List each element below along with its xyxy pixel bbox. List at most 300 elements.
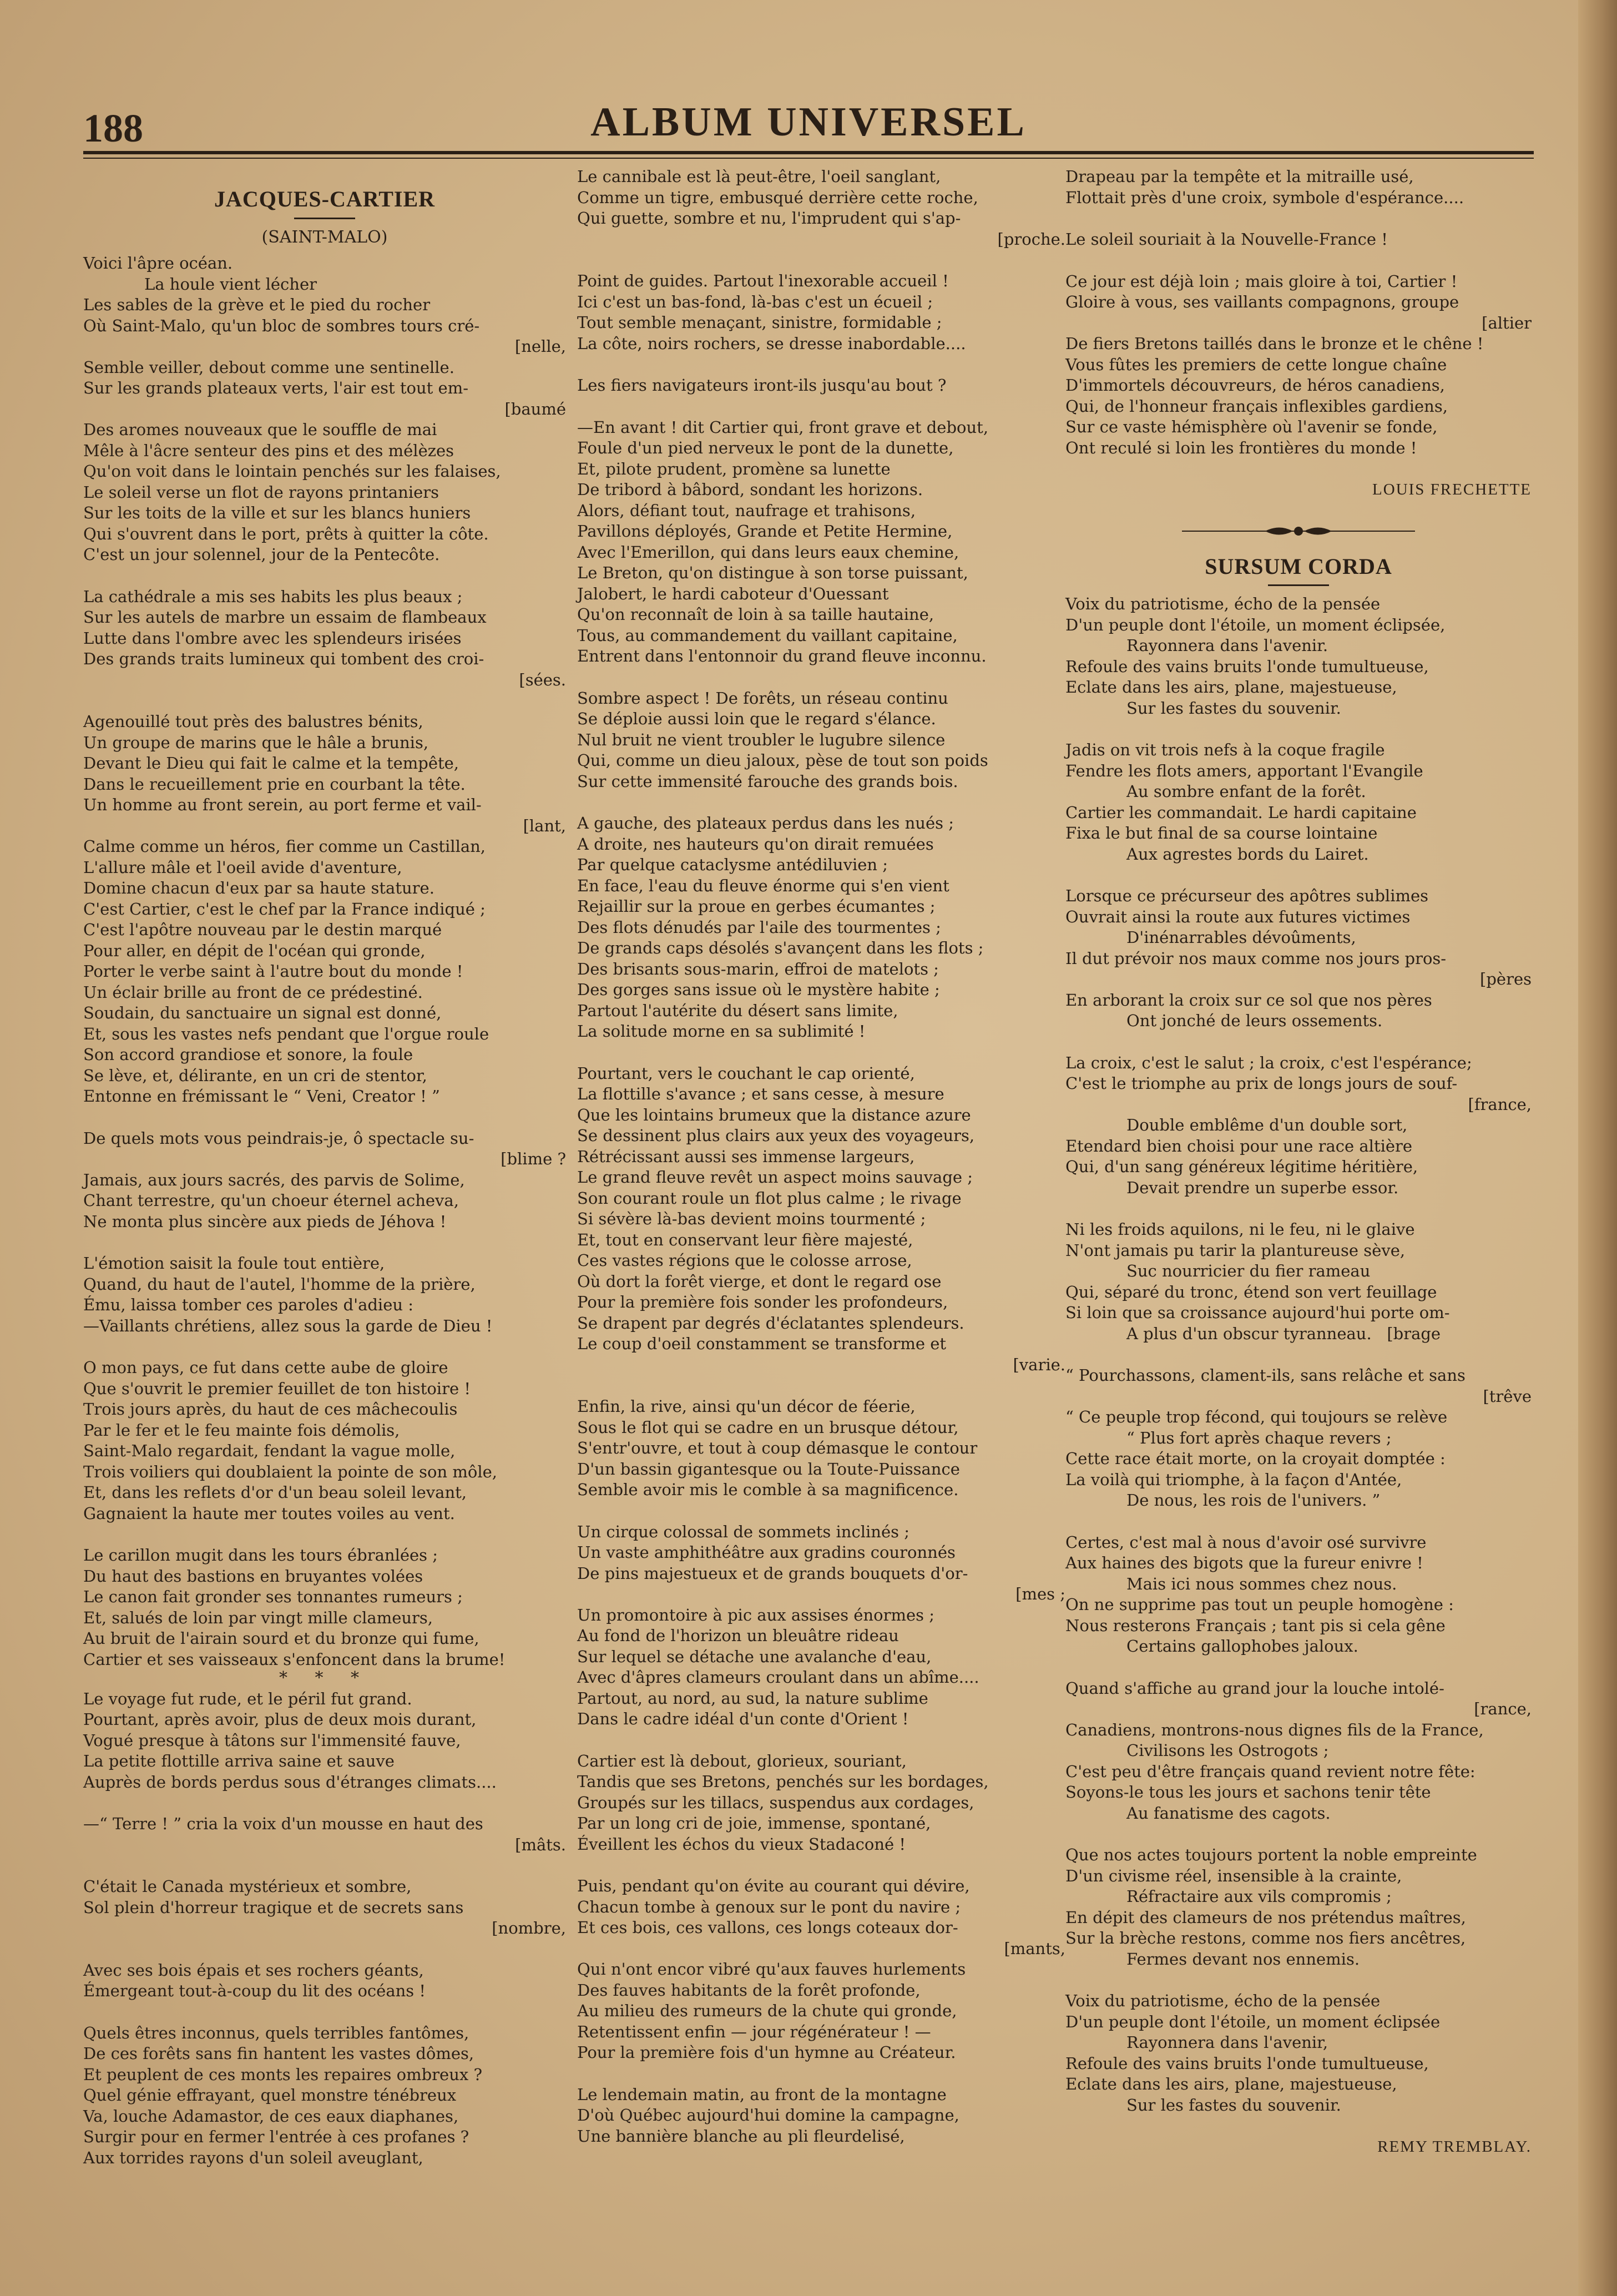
verse-line: Vogué presque à tâtons sur l'immensité fauve, [83, 1730, 461, 1750]
verse-line: Eclate dans les airs, plane, majestueuse, [1065, 2075, 1397, 2093]
verse-line: Surgir pour en fermer l'entrée à ces profanes ? [83, 2127, 469, 2146]
verse-line: Sur les fastes du souvenir. [1126, 698, 1341, 718]
stanza [83, 1545, 566, 1670]
verse-line: Agenouillé tout près des balustres bénits, [83, 712, 423, 731]
verse-line: Des aromes nouveaux que le souffle de mai [83, 420, 437, 439]
verse-line: Et, sous les vastes nefs pendant que l'orgue roule [83, 1024, 489, 1043]
column-1 [83, 166, 566, 2189]
verse-line: Et, dans les reflets d'or d'un beau soleil levant, [83, 1483, 467, 1502]
verse-line: Un cirque colossal de sommets inclinés ; [577, 1522, 909, 1541]
verse-line: Point de guides. Partout l'inexorable accueil ! [577, 271, 949, 290]
verse-line: “ Ce peuple trop fécond, qui toujours se relève [1065, 1407, 1448, 1426]
stanza [577, 1396, 1065, 1501]
verse-line: Quels êtres inconnus, quels terribles fantômes, [83, 2023, 469, 2042]
verse-line: Pourtant, après avoir, plus de deux mois durant, [83, 1710, 477, 1729]
verse-line: —“ Terre ! ” cria la voix d'un mousse en haut des [83, 1814, 483, 1833]
verse-line: Alors, défiant tout, naufrage et trahisons, [577, 501, 916, 520]
poem-stanzas [1065, 166, 1532, 458]
verse-line: D'un bassin gigantesque ou la Toute-Puissance [577, 1459, 960, 1478]
stanza [83, 1960, 566, 2002]
verse-line: O mon pays, ce fut dans cette aube de gloire [83, 1358, 448, 1377]
stanza [577, 813, 1065, 1042]
verse-line: Sur la brèche restons, comme nos fiers ancêtres, [1065, 1929, 1466, 1947]
stanza [1065, 1991, 1532, 2116]
verse-line: Les sables de la grève et le pied du rocher [83, 295, 431, 314]
verse-line: Au fanatisme des cagots. [1126, 1803, 1331, 1823]
verse-line: Les fiers navigateurs iront-ils jusqu'au bout ? [577, 376, 947, 395]
verse-line: “ Plus fort après chaque revers ; [1126, 1428, 1392, 1447]
verse-line: Nous resterons Français ; tant pis si cela gêne [1065, 1616, 1446, 1635]
verse-line: Mêle à l'âcre senteur des pins et des mélèzes [83, 441, 454, 460]
verse-line: C'est Cartier, c'est le chef par la France indiqué ; [83, 899, 486, 919]
verse-line: La croix, c'est le salut ; la croix, c'est l'espérance; [1065, 1053, 1472, 1072]
verse-line: Que les lointains brumeux que la distance azure [577, 1105, 971, 1124]
verse-line: Sur les grands plateaux verts, l'air est tout em- [83, 379, 469, 397]
verse-line: Pour la première fois sonder les profondeurs, [577, 1293, 948, 1311]
verse-line: Foule d'un pied nerveux le pont de la dunette, [577, 438, 954, 457]
verse-line: Il dut prévoir nos maux comme nos jours pros- [1065, 948, 1447, 968]
verse-line: D'un civisme réel, insensible à la crainte, [1065, 1866, 1402, 1885]
verse-line: Groupés sur les tillacs, suspendus aux cordages, [577, 1793, 974, 1812]
verse-line: Ces vastes régions que le colosse arrose, [577, 1251, 912, 1270]
verse-line: Un vaste amphithéâtre aux gradins couronnés [577, 1543, 956, 1562]
verse-line: Sur les autels de marbre un essaim de flambeaux [83, 608, 487, 627]
verse-line: Au sombre enfant de la forêt. [1126, 782, 1366, 801]
verse-line: Refoule des vains bruits l'onde tumultueuse, [1065, 657, 1429, 676]
verse-line: [baumé [504, 399, 566, 418]
verse-line: Et, tout en conservant leur fière majesté, [577, 1230, 913, 1249]
verse-line: Etendard bien choisi pour une race altière [1065, 1136, 1413, 1155]
verse-line: Si loin que sa croissance aujourd'hui porte om- [1065, 1303, 1450, 1322]
verse-line: Certains gallophobes jaloux. [1126, 1637, 1358, 1656]
poem-stanzas [1065, 594, 1532, 2116]
verse-line: Gloire à vous, ses vaillants compagnons, groupe [1065, 292, 1459, 311]
verse-line: Aux agrestes bords du Lairet. [1126, 844, 1369, 864]
verse-line: Domine chacun d'eux par sa haute stature. [83, 879, 434, 897]
verse-line: S'entr'ouvre, et tout à coup démasque le contour [577, 1439, 978, 1457]
stanza [1065, 166, 1532, 208]
stanza [577, 417, 1065, 667]
verse-line: D'où Québec aujourd'hui domine la campagne, [577, 2106, 959, 2125]
verse-line: Retentissent enfin — jour régénérateur ! — [577, 2022, 931, 2041]
verse-line: Double emblême d'un double sort, [1126, 1116, 1408, 1134]
verse-line: Devant le Dieu qui fait le calme et la tempête, [83, 754, 459, 773]
verse-line: Le Breton, qu'on distingue à son torse puissant, [577, 563, 968, 582]
verse-line: Puis, pendant qu'on évite au courant qui dévire, [577, 1876, 970, 1895]
verse-line: Qu'on reconnaît de loin à sa taille hautaine, [577, 605, 934, 624]
verse-line: Éveillent les échos du vieux Stadaconé ! [577, 1834, 906, 1854]
verse-line: Son courant roule un flot plus calme ; le rivage [577, 1188, 962, 1208]
stanza [577, 375, 1065, 396]
stanza [1065, 1219, 1532, 1344]
verse-line: Enfin, la rive, ainsi qu'un décor de féerie, [577, 1397, 916, 1416]
verse-line: En dépit des clameurs de nos prétendus maîtres, [1065, 1908, 1466, 1927]
verse-line: D'un peuple dont l'étoile, un moment éclipsée [1065, 2012, 1441, 2031]
verse-line: Canadiens, montrons-nous dignes fils de la France, [1065, 1720, 1484, 1739]
verse-line: Sombre aspect ! De forêts, un réseau continu [577, 688, 948, 708]
stanza [83, 1814, 566, 1855]
verse-line: Flottait près d'une croix, symbole d'espérance.... [1065, 188, 1464, 207]
verse-line: Rayonnera dans l'avenir, [1126, 2033, 1328, 2052]
verse-line: Du haut des bastions en bruyantes volées [83, 1566, 423, 1586]
verse-line: Que s'ouvrit le premier feuillet de ton histoire ! [83, 1379, 471, 1398]
verse-line: Fixa le but final de sa course lointaine [1065, 824, 1378, 842]
stanza [83, 1876, 566, 1939]
verse-line: Trois jours après, du haut de ces mâchecoulis [83, 1400, 458, 1419]
stanza [83, 711, 566, 1107]
verse-line: [blime ? [501, 1149, 566, 1168]
verse-line: De pins majestueux et de grands bouquets d'or- [577, 1563, 968, 1583]
verse-line: Sol plein d'horreur tragique et de secrets sans [83, 1898, 464, 1917]
verse-line: Émergeant tout-à-coup du lit des océans ! [83, 1981, 426, 2000]
verse-line: Des gorges sans issue où le mystère habite ; [577, 980, 940, 999]
verse-line: De quels mots vous peindrais-je, ô spectacle su- [83, 1128, 474, 1148]
verse-line: —Vaillants chrétiens, allez sous la garde de Dieu ! [83, 1316, 493, 1335]
verse-line: Le lendemain matin, au front de la montagne [577, 2085, 947, 2104]
title-rule [294, 218, 355, 219]
stanza [1065, 1532, 1532, 1657]
verse-line: Soudain, du sanctuaire un signal est donné, [83, 1003, 442, 1022]
verse-line: C'était le Canada mystérieux et sombre, [83, 1877, 412, 1896]
verse-line: Qui, de l'honneur français inflexibles gardiens, [1065, 396, 1448, 416]
verse-line: Le soleil souriait à la Nouvelle-France ! [1065, 230, 1388, 249]
verse-line: Voix du patriotisme, écho de la pensée [1065, 594, 1381, 613]
verse-line: Saint-Malo regardait, fendant la vague molle, [83, 1441, 456, 1460]
verse-line: Partout, au nord, au sud, la nature sublime [577, 1688, 928, 1708]
verse-line: Le carillon mugit dans les tours ébranlées ; [83, 1546, 438, 1565]
verse-line: Qui guette, sombre et nu, l'imprudent qui s'ap- [577, 209, 961, 228]
verse-line: Pour la première fois d'un hymne au Créateur. [577, 2043, 956, 2062]
verse-line: Avec l'Emerillon, qui dans leurs eaux chemine, [577, 542, 959, 562]
verse-line: Rétrécissant aussi ses immense largeurs, [577, 1147, 915, 1166]
verse-line: C'est peu d'être français quand revient notre fête: [1065, 1762, 1475, 1781]
page-binding-edge [1578, 0, 1617, 2296]
verse-line: De grands caps désolés s'avançent dans les flots ; [577, 938, 984, 957]
verse-line: Qui, séparé du tronc, étend son vert feuillage [1065, 1282, 1437, 1301]
verse-line: Pour aller, en dépit de l'océan qui gronde, [83, 941, 426, 960]
verse-line: A plus d'un obscur tyranneau. [brage [1126, 1324, 1441, 1343]
verse-line: Va, louche Adamastor, de ces eaux diaphanes, [83, 2106, 459, 2126]
stanza [1065, 1678, 1532, 1824]
stanza [1065, 740, 1532, 865]
verse-line: Ont reculé si loin les frontières du monde ! [1065, 438, 1417, 457]
verse-line: Sur lequel se détache une avalanche d'eau, [577, 1647, 932, 1666]
verse-line: Refoule des vains bruits l'onde tumultueuse, [1065, 2053, 1429, 2073]
verse-line: [mâts. [515, 1835, 566, 1854]
verse-line: —En avant ! dit Cartier qui, front grave et debout, [577, 417, 989, 437]
verse-line: A gauche, des plateaux perdus dans les nués ; [577, 814, 954, 832]
poem-subtitle: (SAINT-MALO) [261, 227, 388, 247]
verse-line: Ce jour est déjà loin ; mais gloire à toi, Cartier ! [1065, 271, 1458, 291]
verse-line: [altier [1482, 313, 1532, 332]
verse-line: Ému, laissa tomber ces paroles d'adieu : [83, 1295, 414, 1314]
verse-line: Drapeau par la tempête et la mitraille usé, [1065, 167, 1414, 186]
verse-line: [mes ; [1015, 1585, 1065, 1603]
verse-line: [nelle, [514, 337, 566, 356]
verse-line: Cette race était morte, on la croyait domptée : [1065, 1449, 1446, 1468]
verse-line: En face, l'eau du fleuve énorme qui s'en vient [577, 876, 949, 895]
verse-line: Quel génie effrayant, quel monstre ténébreux [83, 2086, 457, 2105]
column-3 [1065, 166, 1532, 2180]
verse-line: La flottille s'avance ; et sans cesse, à mesure [577, 1084, 944, 1103]
verse-line: [varie. [1013, 1355, 1065, 1374]
verse-line: Chant terrestre, qu'un choeur éternel acheva, [83, 1191, 459, 1210]
verse-line: Qui s'ouvrent dans le port, prêts à quitter la côte. [83, 524, 489, 543]
verse-line: Aux torrides rayons d'un soleil aveuglant, [83, 2148, 423, 2167]
verse-line: Des fauves habitants de la forêt profonde, [577, 1980, 921, 2000]
verse-line: Par un long cri de joie, immense, spontané, [577, 1814, 931, 1833]
verse-line: La houle vient lécher [144, 274, 317, 294]
verse-line: Semble avoir mis le comble à sa magnificence. [577, 1480, 959, 1499]
verse-line: Semble veiller, debout comme une sentinelle. [83, 357, 454, 377]
poem-stanzas [83, 253, 566, 2168]
title-rule [1268, 584, 1329, 586]
verse-line: De nous, les rois de l'univers. ” [1126, 1491, 1381, 1510]
verse-line: Au milieu des rumeurs de la chute qui gronde, [577, 2001, 957, 2020]
stanza [83, 1253, 566, 1336]
verse-line: Se drapent par degrés d'éclatantes splendeurs. [577, 1313, 964, 1333]
ornament-divider-icon [1182, 523, 1415, 539]
verse-line: Si sévère là-bas devient moins tourmenté ; [577, 1209, 926, 1228]
verse-line: Pavillons déployés, Grande et Petite Hermine, [577, 522, 953, 541]
verse-line: Ne monta plus sincère aux pieds de Jéhova ! [83, 1212, 447, 1231]
verse-line: Fermes devant nos ennemis. [1126, 1949, 1360, 1969]
verse-line: Entrent dans l'entonnoir du grand fleuve inconnu. [577, 647, 987, 665]
verse-line: Comme un tigre, embusqué derrière cette roche, [577, 188, 978, 207]
verse-line: C'est un jour solennel, jour de la Pentecôte. [83, 545, 440, 564]
stanza [83, 253, 566, 566]
verse-line: L'émotion saisit la foule tout entière, [83, 1254, 385, 1273]
page-number: 188 [83, 106, 143, 150]
column-2 [577, 166, 1065, 2168]
verse-line: De tribord à bâbord, sondant les horizons. [577, 480, 923, 499]
stanza [1065, 271, 1532, 459]
verse-line: Par le fer et le feu mainte fois démolis, [83, 1420, 400, 1440]
stanza [577, 1522, 1065, 1730]
page-header [83, 83, 1534, 150]
running-title: ALBUM UNIVERSEL [590, 99, 1027, 145]
verse-line: Pourtant, vers le couchant le cap orienté, [577, 1063, 915, 1083]
verse-line: Et ces bois, ces vallons, ces longs coteaux dor- [577, 1918, 958, 1937]
verse-line: A droite, nes hauteurs qu'on dirait remuées [577, 834, 934, 854]
stanza [1065, 1053, 1532, 1199]
verse-line: Gagnaient la haute mer toutes voiles au vent. [83, 1503, 455, 1523]
poem-author: LOUIS FRECHETTE [1372, 481, 1532, 498]
verse-line: Civilisons les Ostrogots ; [1126, 1741, 1329, 1760]
verse-line: Tout semble menaçant, sinistre, formidable ; [577, 313, 942, 332]
verse-line: Quand s'affiche au grand jour la louche intolé- [1065, 1678, 1444, 1698]
stanza [577, 1063, 1065, 1376]
verse-line: Nul bruit ne vient troubler le lugubre silence [577, 730, 946, 749]
verse-line: Qui, d'un sang généreux légitime héritière, [1065, 1157, 1418, 1176]
stanza [1065, 886, 1532, 1032]
verse-line: L'allure mâle et l'oeil avide d'aventure, [83, 857, 402, 877]
verse-line: Certes, c'est mal à nous d'avoir osé survivre [1065, 1532, 1427, 1552]
verse-line: D'inénarrables dévoûments, [1126, 928, 1356, 947]
verse-line: Calme comme un héros, fier comme un Castillan, [83, 837, 486, 856]
verse-line: Jamais, aux jours sacrés, des parvis de Solime, [83, 1170, 465, 1189]
verse-line: Dans le cadre idéal d'un conte d'Orient ! [577, 1709, 909, 1728]
verse-line: De ces forêts sans fin hantent les vastes dômes, [83, 2044, 474, 2063]
verse-line: Sous le flot qui se cadre en un brusque détour, [577, 1417, 959, 1437]
stanza [83, 2023, 566, 2169]
verse-line: Un groupe de marins que le hâle a brunis, [83, 733, 429, 752]
verse-line: Que nos actes toujours portent la noble empreinte [1065, 1845, 1477, 1864]
verse-line: Avec d'âpres clameurs croulant dans un abîme.... [577, 1668, 979, 1687]
stanza [1065, 1845, 1532, 1970]
asterism-divider: * * * [279, 1668, 371, 1688]
poem-title: SURSUM CORDA [1205, 553, 1392, 579]
verse-line: Vous fûtes les premiers de cette longue chaîne [1065, 355, 1447, 374]
verse-line: En arborant la croix sur ce sol que nos pères [1065, 990, 1432, 1010]
verse-line: Le voyage fut rude, et le péril fut grand. [83, 1689, 412, 1708]
verse-line: La solitude morne en sa sublimité ! [577, 1022, 866, 1041]
verse-line: Quand, du haut de l'autel, l'homme de la prière, [83, 1274, 476, 1294]
stanza [83, 587, 566, 691]
verse-line: Qui, comme un dieu jaloux, pèse de tout son poids [577, 751, 988, 770]
verse-line: Ouvrait ainsi la route aux futures victimes [1065, 907, 1411, 926]
verse-line: Cartier les commandait. Le hardi capitaine [1065, 803, 1417, 822]
verse-line: [pères [1480, 970, 1532, 988]
verse-line: Le grand fleuve revêt un aspect moins sauvage ; [577, 1168, 973, 1187]
verse-line: [trêve [1483, 1386, 1532, 1406]
verse-line: Aux haines des bigots que la fureur enivre ! [1065, 1553, 1423, 1572]
verse-line: Lorsque ce précurseur des apôtres sublimes [1065, 886, 1429, 905]
verse-line: Le canon fait gronder ses tonnantes rumeurs ; [83, 1587, 463, 1606]
verse-line: Qu'on voit dans le lointain penchés sur les falaises, [83, 462, 501, 481]
verse-line: Qui n'ont encor vibré qu'aux fauves hurlements [577, 1960, 966, 1979]
verse-line: Sur les toits de la ville et sur les blancs huniers [83, 503, 471, 522]
verse-line: Se dessinent plus clairs aux yeux des voyageurs, [577, 1126, 975, 1145]
verse-line: La petite flottille arriva saine et sauve [83, 1752, 395, 1770]
verse-line: Le soleil verse un flot de rayons printaniers [83, 482, 439, 502]
verse-line: Ni les froids aquilons, ni le feu, ni le glaive [1065, 1220, 1415, 1239]
verse-line: Ont jonché de leurs ossements. [1126, 1011, 1383, 1030]
verse-line: La voilà qui triomphe, à la façon d'Antée, [1065, 1470, 1402, 1489]
verse-line: La cathédrale a mis ses habits les plus beaux ; [83, 587, 463, 606]
verse-line: Chacun tombe à genoux sur le pont du navire ; [577, 1897, 961, 1916]
verse-line: D'un peuple dont l'étoile, un moment éclipsée, [1065, 615, 1446, 634]
verse-line: Au fond de l'horizon un bleuâtre rideau [577, 1626, 899, 1645]
verse-line: Au bruit de l'airain sourd et du bronze qui fume, [83, 1629, 479, 1648]
verse-line: Devait prendre un superbe essor. [1126, 1178, 1399, 1197]
verse-line: [france, [1468, 1094, 1532, 1114]
stanza [577, 2085, 1065, 2147]
header-rule-thin [83, 158, 1534, 159]
verse-line: Ici c'est un bas-fond, là-bas c'est un écueil ; [577, 292, 933, 311]
verse-line: Une bannière blanche au pli fleurdelisé, [577, 2126, 905, 2146]
verse-line: N'ont jamais pu tarir la plantureuse sève, [1065, 1240, 1406, 1260]
verse-line: [lant, [523, 816, 566, 835]
verse-line: Et peuplent de ces monts les repaires ombreux ? [83, 2065, 482, 2084]
header-rule [83, 151, 1534, 154]
verse-line: Des grands traits lumineux qui tombent des croi- [83, 649, 484, 668]
stanza [1065, 229, 1532, 250]
verse-line: Le cannibale est là peut-être, l'oeil sanglant, [577, 167, 941, 186]
verse-line: Avec ses bois épais et ses rochers géants, [83, 1960, 424, 1980]
verse-line: Mais ici nous sommes chez nous. [1126, 1574, 1397, 1593]
stanza [83, 1128, 566, 1233]
stanza [577, 1751, 1065, 1855]
verse-line: Sur cette immensité farouche des grands bois. [577, 771, 958, 791]
verse-line: [mants, [1004, 1939, 1065, 1958]
verse-line: Tandis que ses Bretons, penchés sur les bordages, [577, 1772, 989, 1791]
verse-line: Un homme au front serein, au port ferme et vail- [83, 795, 482, 814]
verse-line: Suc nourricier du fier rameau [1126, 1261, 1371, 1280]
verse-line: Lutte dans l'ombre avec les splendeurs irisées [83, 628, 462, 648]
verse-line: Cartier est là debout, glorieux, souriant, [577, 1751, 907, 1770]
verse-line: C'est l'apôtre nouveau par le destin marqué [83, 920, 442, 939]
verse-line: Porter le verbe saint à l'autre bout du monde ! [83, 962, 463, 981]
verse-line: On ne supprime pas tout un peuple homogène : [1065, 1595, 1454, 1614]
verse-line: “ Pourchassons, clament-ils, sans relâche et sans [1065, 1366, 1466, 1385]
verse-line: Où dort la forêt vierge, et dont le regard ose [577, 1271, 942, 1291]
verse-line: Un éclair brille au front de ce prédestiné. [83, 982, 423, 1002]
poem-stanzas [577, 166, 1065, 2147]
verse-line: [proche. [997, 229, 1065, 249]
verse-line: Eclate dans les airs, plane, majestueuse, [1065, 678, 1397, 697]
verse-line: Son accord grandiose et sonore, la foule [83, 1045, 413, 1064]
verse-line: Auprès de bords perdus sous d'étranges climats.... [83, 1772, 497, 1792]
verse-line: Réfractaire aux vils compromis ; [1126, 1887, 1392, 1906]
verse-line: De fiers Bretons taillés dans le bronze et le chêne ! [1065, 334, 1484, 353]
verse-line: Cartier et ses vaisseaux s'enfoncent dans la brume! [83, 1649, 506, 1669]
verse-line: C'est le triomphe au prix de longs jours de souf- [1065, 1074, 1458, 1093]
verse-line: Rejaillir sur la proue en gerbes écumantes ; [577, 897, 936, 916]
verse-line: Trois voiliers qui doublaient la pointe de son môle, [83, 1462, 497, 1481]
verse-line: Partout l'autérite du désert sans limite, [577, 1001, 898, 1020]
verse-line: [sées. [519, 670, 566, 689]
verse-line: Voici l'âpre océan. [83, 254, 233, 273]
stanza [577, 688, 1065, 793]
verse-line: Des flots dénudés par l'aile des tourmentes ; [577, 917, 941, 937]
verse-line: Le coup d'oeil constamment se transforme et [577, 1334, 947, 1353]
verse-line: Jadis on vit trois nefs à la coque fragile [1065, 740, 1385, 759]
stanza [1065, 1365, 1532, 1511]
poem-title: JACQUES-CARTIER [214, 186, 436, 211]
stanza [1065, 594, 1532, 719]
stanza [83, 1689, 566, 1793]
stanza [577, 1876, 1065, 2063]
verse-line: Où Saint-Malo, qu'un bloc de sombres tours cré- [83, 316, 480, 335]
verse-line: Sur ce vaste hémisphère où l'avenir se fonde, [1065, 417, 1438, 436]
stanza [577, 166, 1065, 250]
poem-author: REMY TREMBLAY. [1377, 2138, 1532, 2156]
verse-line: Et, salués de loin par vingt mille clameurs, [83, 1608, 433, 1627]
verse-line: Des brisants sous-marin, effroi de matelots ; [577, 959, 939, 978]
verse-line: D'immortels découvreurs, de héros canadiens, [1065, 376, 1445, 395]
verse-line: Entonne en frémissant le “ Veni, Creator ! ” [83, 1087, 440, 1106]
verse-line: Par quelque cataclysme antédiluvien ; [577, 855, 888, 874]
stanza [577, 271, 1065, 354]
verse-line: Jalobert, le hardi caboteur d'Ouessant [577, 584, 889, 603]
verse-line: Sur les fastes du souvenir. [1126, 2095, 1341, 2115]
stanza [83, 1358, 566, 1524]
verse-line: Se déploie aussi loin que le regard s'élance. [577, 709, 936, 728]
verse-line: Rayonnera dans l'avenir. [1126, 636, 1328, 655]
verse-line: [rance, [1474, 1699, 1532, 1718]
verse-line: Se lève, et, délirante, en un cri de stentor, [83, 1066, 427, 1085]
verse-line: [nombre, [492, 1919, 566, 1937]
verse-line: La côte, noirs rochers, se dresse inabordable.... [577, 334, 966, 353]
verse-line: Tous, au commandement du vaillant capitaine, [577, 625, 958, 645]
verse-line: Voix du patriotisme, écho de la pensée [1065, 1991, 1381, 2010]
verse-line: Soyons-le tous les jours et sachons tenir tête [1065, 1783, 1431, 1802]
verse-line: Fendre les flots amers, apportant l'Evangile [1065, 761, 1423, 780]
verse-line: Dans le recueillement prie en courbant la tête. [83, 774, 466, 794]
verse-line: Et, pilote prudent, promène sa lunette [577, 459, 891, 478]
verse-line: Un promontoire à pic aux assises énormes ; [577, 1605, 935, 1624]
